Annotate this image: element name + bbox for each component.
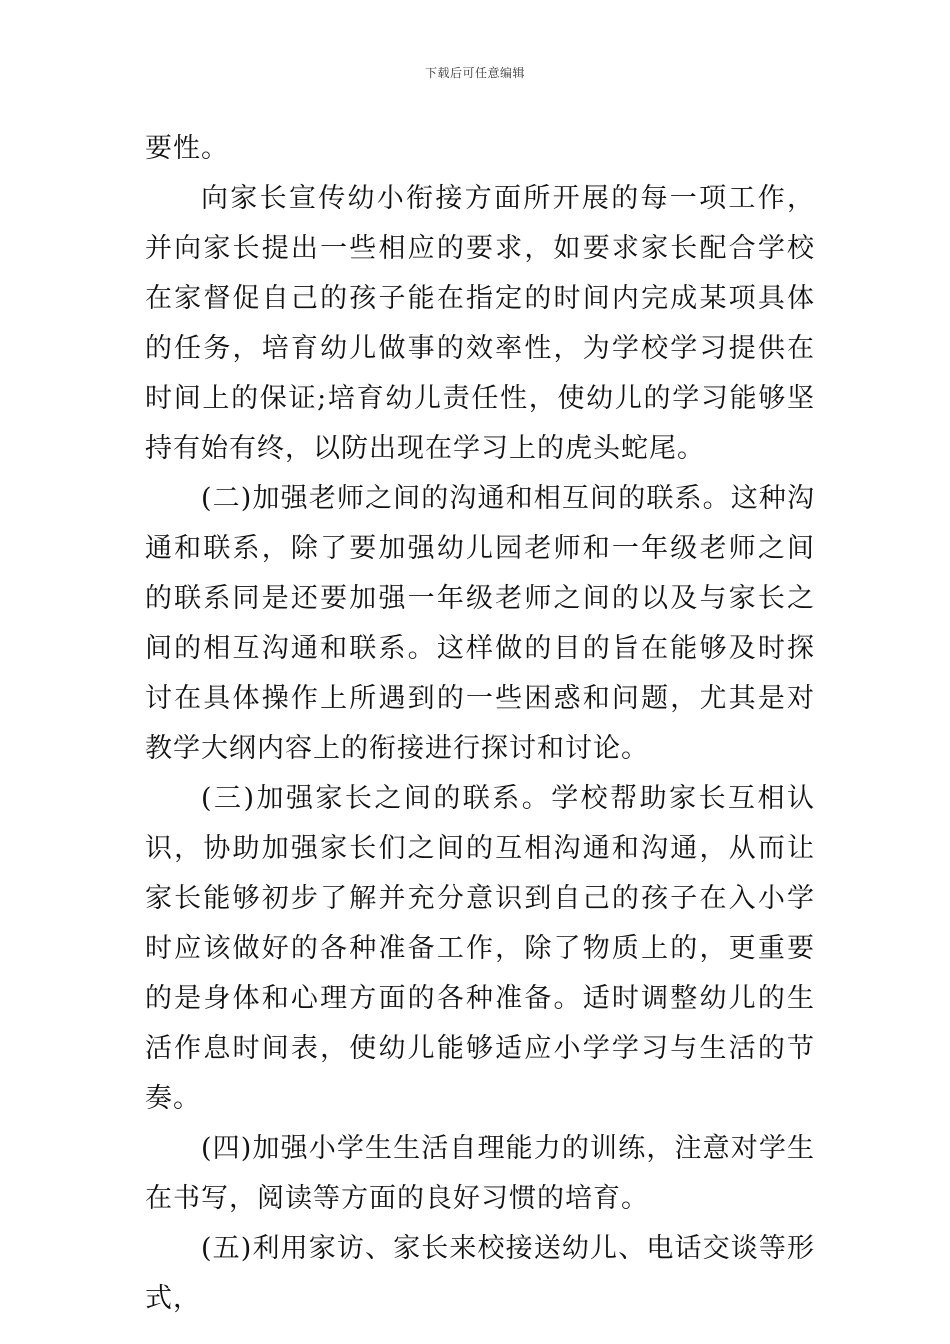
paragraph-teacher-communication: (二)加强老师之间的沟通和相互间的联系。这种沟通和联系，除了要加强幼儿园老师和一年级老师之间的联系同是还要加强一年级老师之间的以及与家长之间的相互沟通和联系。这样做的目的旨在能够及时探讨在具体操作上所遇到的一些困惑和问题，尤其是对教学大纲内容上的衔接进行探讨和讨论。: [145, 483, 815, 764]
page-header: 下载后可任意编辑: [424, 66, 525, 80]
paragraph-self-care-training: (四)加强小学生生活自理能力的训练，注意对学生在书写，阅读等方面的良好习惯的培育。: [145, 1133, 815, 1214]
paragraph-parent-communication: 向家长宣传幼小衔接方面所开展的每一项工作，并向家长提出一些相应的要求，如要求家长配合学校在家督促自己的孩子能在指定的时间内完成某项具体的任务，培育幼儿做事的效率性，为学校学习提供在时间上的保证;培育幼儿责任性，使幼儿的学习能够坚持有始有终，以防出现在学习上的虎头蛇尾。: [145, 183, 815, 464]
paragraph-continuation: 要性。: [145, 133, 229, 164]
document-body: [145, 124, 815, 1324]
paragraph-home-visits: (五)利用家访、家长来校接送幼儿、电话交谈等形式，: [145, 1233, 815, 1314]
paragraph-parent-connection: (三)加强家长之间的联系。学校帮助家长互相认识，协助加强家长们之间的互相沟通和沟通，从而让家长能够初步了解并充分意识到自己的孩子在入小学时应该做好的各种准备工作，除了物质上的，更重要的是身体和心理方面的各种准备。适时调整幼儿的生活作息时间表，使幼儿能够适应小学学习与生活的节奏。: [145, 783, 815, 1114]
